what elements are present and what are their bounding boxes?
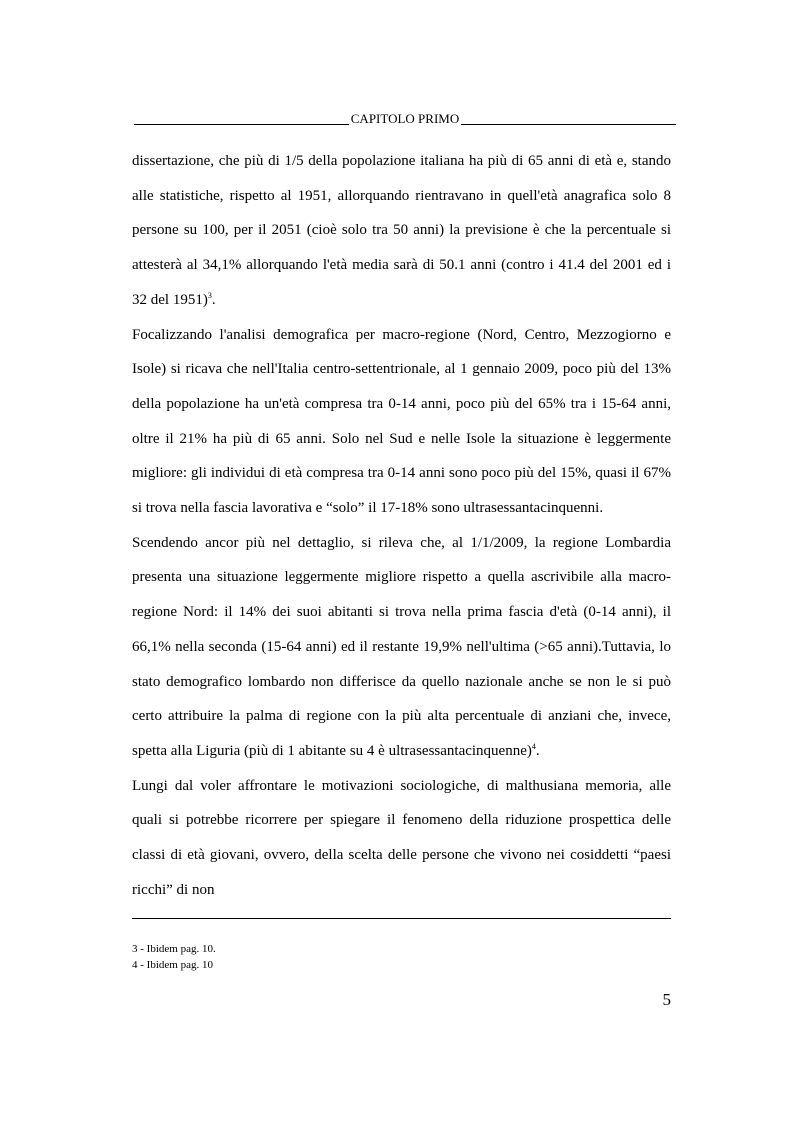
body-text [132,144,671,907]
paragraph-1-text: dissertazione, che più di 1/5 della popolazione italiana ha più di 65 anni di età e, stando alle statistiche, rispetto al 1951, allorquando rientravano in quell'età anagrafica solo 8 persone su 100, per il 2051 (cioè solo tra 50 anni) la previsione è che la percentuale si attesterà al 34,1% allorquando l'età media sarà di 50.1 anni (contro i 41.4 del 2001 ed i 32 del 1951) [132,153,671,308]
paragraph-3-end: . [535,742,540,759]
footnote-separator [132,918,671,919]
footnote-4: 4 - Ibidem pag. 10 [132,959,213,971]
chapter-title: CAPITOLO PRIMO [350,111,460,126]
header-rule-right [461,123,676,125]
header-rule-left [134,123,349,125]
paragraph-1-end: . [211,291,216,308]
paragraph-3 [132,526,671,769]
footnote-ref-3: 3 [207,290,212,300]
running-header [134,112,676,126]
paragraph-1 [132,144,671,318]
footnotes [132,941,671,973]
page-number: 5 [662,990,671,1009]
paragraph-3-text: Scendendo ancor più nel dettaglio, si rileva che, al 1/1/2009, la regione Lombardia presenta una situazione leggermente migliore rispetto a quella ascrivibile alla macro-regione Nord: il 14% dei suoi abitanti si trova nella prima fascia d'età (0-14 anni), il 66,1% nella seconda (15-64 anni) ed il restante 19,9% nell'ultima (>65 anni).Tuttavia, lo stato demografico lombardo non differisce da quello nazionale anche se non le si può certo attribuire la palma di regione con la più alta percentuale di anziani che, invece, spetta alla Liguria (più di 1 abitante su 4 è ultrasessantacinquenne) [132,534,671,759]
footnote-3: 3 - Ibidem pag. 10. [132,943,216,955]
paragraph-4: Lungi dal voler affrontare le motivazioni sociologiche, di malthusiana memoria, alle quali si potrebbe ricorrere per spiegare il fenomeno della riduzione prospettica delle classi di età giovani, ovvero, della scelta delle persone che vivono nei cosiddetti “paesi ricchi” di non [132,777,671,898]
footnote-ref-4: 4 [531,741,536,751]
paragraph-2: Focalizzando l'analisi demografica per macro-regione (Nord, Centro, Mezzogiorno e Isole) si ricava che nell'Italia centro-settentrionale, al 1 gennaio 2009, poco più del 13% della popolazione ha un'età compresa tra 0-14 anni, poco più del 65% tra i 15-64 anni, oltre il 21% ha più di 65 anni. Solo nel Sud e nelle Isole la situazione è leggermente migliore: gli individui di età compresa tra 0-14 anni sono poco più del 15%, quasi il 67% si trova nella fascia lavorativa e “solo” il 17-18% sono ultrasessantacinquenni. [132,326,671,517]
